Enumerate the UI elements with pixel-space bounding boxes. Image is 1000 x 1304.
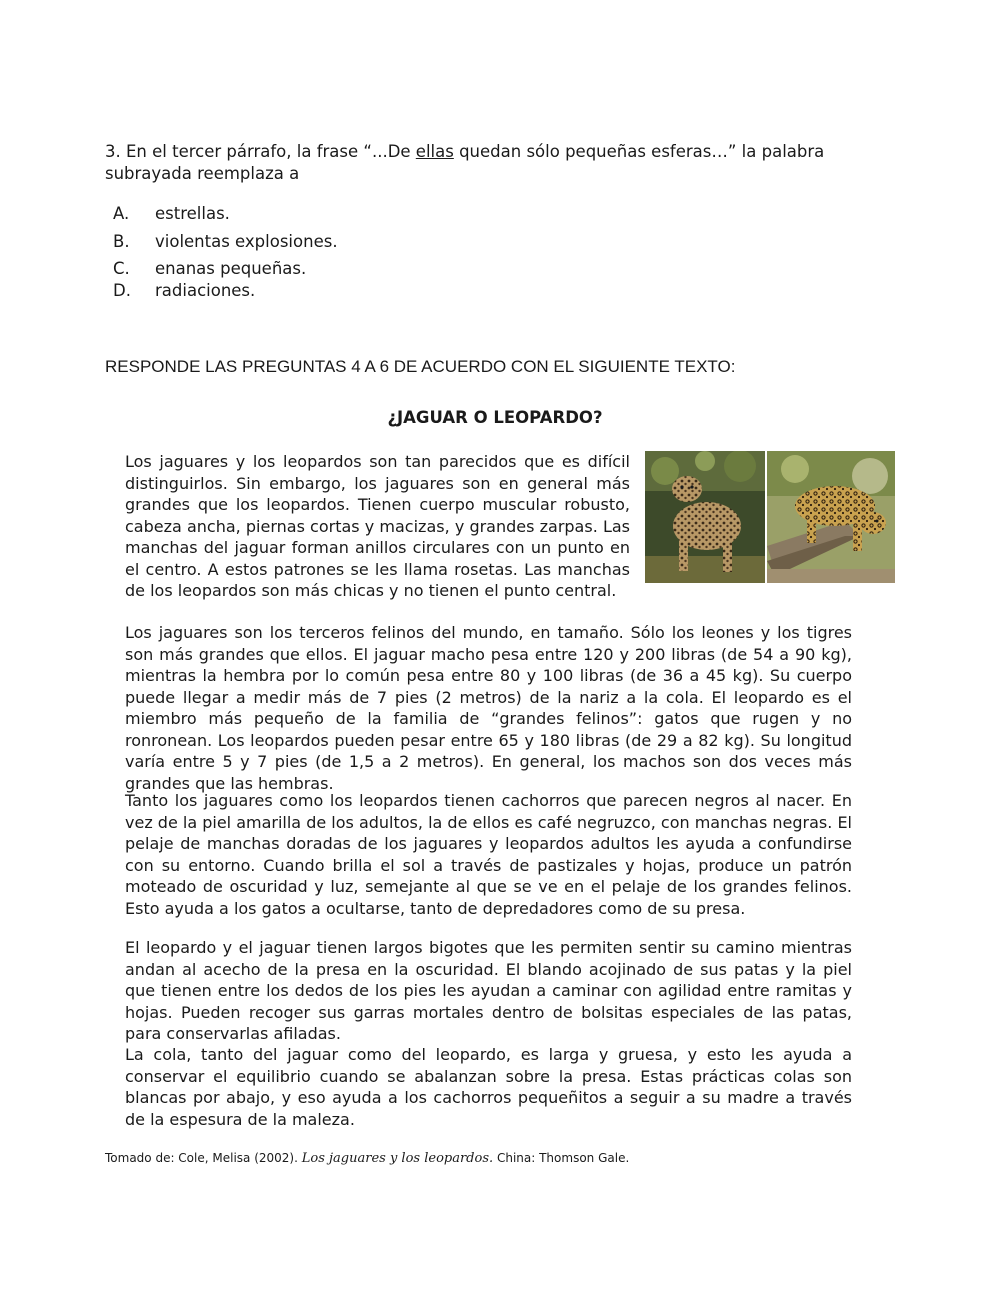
paragraph-2: Los jaguares son los terceros felinos del mundo, en tamaño. Sólo los leones y los tigres son más grandes que ellos. El jaguar macho pesa entre 120 y 200 libras (de 54 a 90 kg), mientras la hembra por lo común pesa entre 80 y 100 libras (de 36 a 45 kg). Su cuerpo puede llegar a medir más de 7 pies (2 metros) de la nariz a la cola. El leopardo es el miembro más pequeño de la familia de “grandes felinos”: gatos que rugen y no ronronean. Los leopardos pueden pesar entre 65 y 180 libras (de 29 a 82 kg). Su longitud varía entre 5 y 7 pies (de 1,5 a 2 metros). En general, los machos son dos veces más grandes que las hembras. <box>125 623 852 793</box>
reference-suffix: China: Thomson Gale. <box>496 1151 630 1165</box>
question-text-end: quedan sólo pequeñas esferas…” la palabra subrayada reemplaza a <box>105 142 825 183</box>
option-text: violentas explosiones. <box>155 232 338 251</box>
paragraph-1: Los jaguares y los leopardos son tan parecidos que es difícil distinguirlos. Sin embargo, los jaguares son en general más grandes que los leopardos. Tienen cuerpo muscular robusto, cabeza ancha, piernas cortas y macizas, y grandes zarpas. Las manchas del jaguar forman anillos circulares con un punto en el centro. A estos patrones se les llama rosetas. Las manchas de los leopardos son más chicas y no tienen el punto central. <box>125 452 630 600</box>
option-text: radiaciones. <box>155 281 256 300</box>
option-letter: A. <box>113 204 130 223</box>
option-c <box>113 259 306 278</box>
question-3 <box>105 141 895 185</box>
option-text: enanas pequeñas. <box>155 259 307 278</box>
option-d <box>113 281 255 300</box>
source-reference <box>105 1151 629 1166</box>
jaguar-leopard-photo <box>645 451 895 583</box>
paragraph-5: La cola, tanto del jaguar como del leopardo, es larga y gruesa, y esto les ayuda a conservar el equilibrio cuando se abalanzan sobre la presa. Estas prácticas colas son blancas por abajo, y eso ayuda a los cachorros pequeñitos a seguir a su madre a través de la espesura de la maleza. <box>125 1045 852 1129</box>
reference-prefix: Tomado de: Cole, Melisa (2002). <box>105 1151 298 1165</box>
option-letter: B. <box>113 232 130 251</box>
instruction: RESPONDE LAS PREGUNTAS 4 A 6 DE ACUERDO CON EL SIGUIENTE TEXTO: <box>105 357 736 376</box>
option-letter: C. <box>113 259 130 278</box>
reading-title: ¿JAGUAR O LEOPARDO? <box>387 408 603 427</box>
option-b <box>113 232 338 251</box>
option-text: estrellas. <box>155 204 230 223</box>
option-letter: D. <box>113 281 131 300</box>
question-text-start: En el tercer párrafo, la frase “...De <box>126 142 411 161</box>
paragraph-3: Tanto los jaguares como los leopardos tienen cachorros que parecen negros al nacer. En vez de la piel amarilla de los adultos, la de ellos es café negruzco, con manchas negras. El pelaje de manchas doradas de los jaguares y leopardos adultos les ayuda a confundirse con su entorno. Cuando brilla el sol a través de pastizales y hojas, produce un patrón moteado de oscuridad y luz, semejante al que se ve en el pelaje de los grandes felinos. Esto ayuda a los gatos a ocultarse, tanto de depredadores como de su presa. <box>125 791 852 918</box>
question-number: 3. <box>105 142 121 161</box>
option-a <box>113 204 230 223</box>
underlined-word: ellas <box>415 142 454 161</box>
reference-book-title: Los jaguares y los leopardos. <box>301 1151 494 1166</box>
paragraph-4: El leopardo y el jaguar tienen largos bigotes que les permiten sentir su camino mientras andan al acecho de la presa en la oscuridad. El blando acojinado de sus patas y la piel que tienen entre los dedos de los pies les ayudan a caminar con agilidad entre ramitas y hojas. Pueden recoger sus garras mortales dentro de bolsitas especiales de las patas, para conservarlas afiladas. <box>125 938 852 1043</box>
